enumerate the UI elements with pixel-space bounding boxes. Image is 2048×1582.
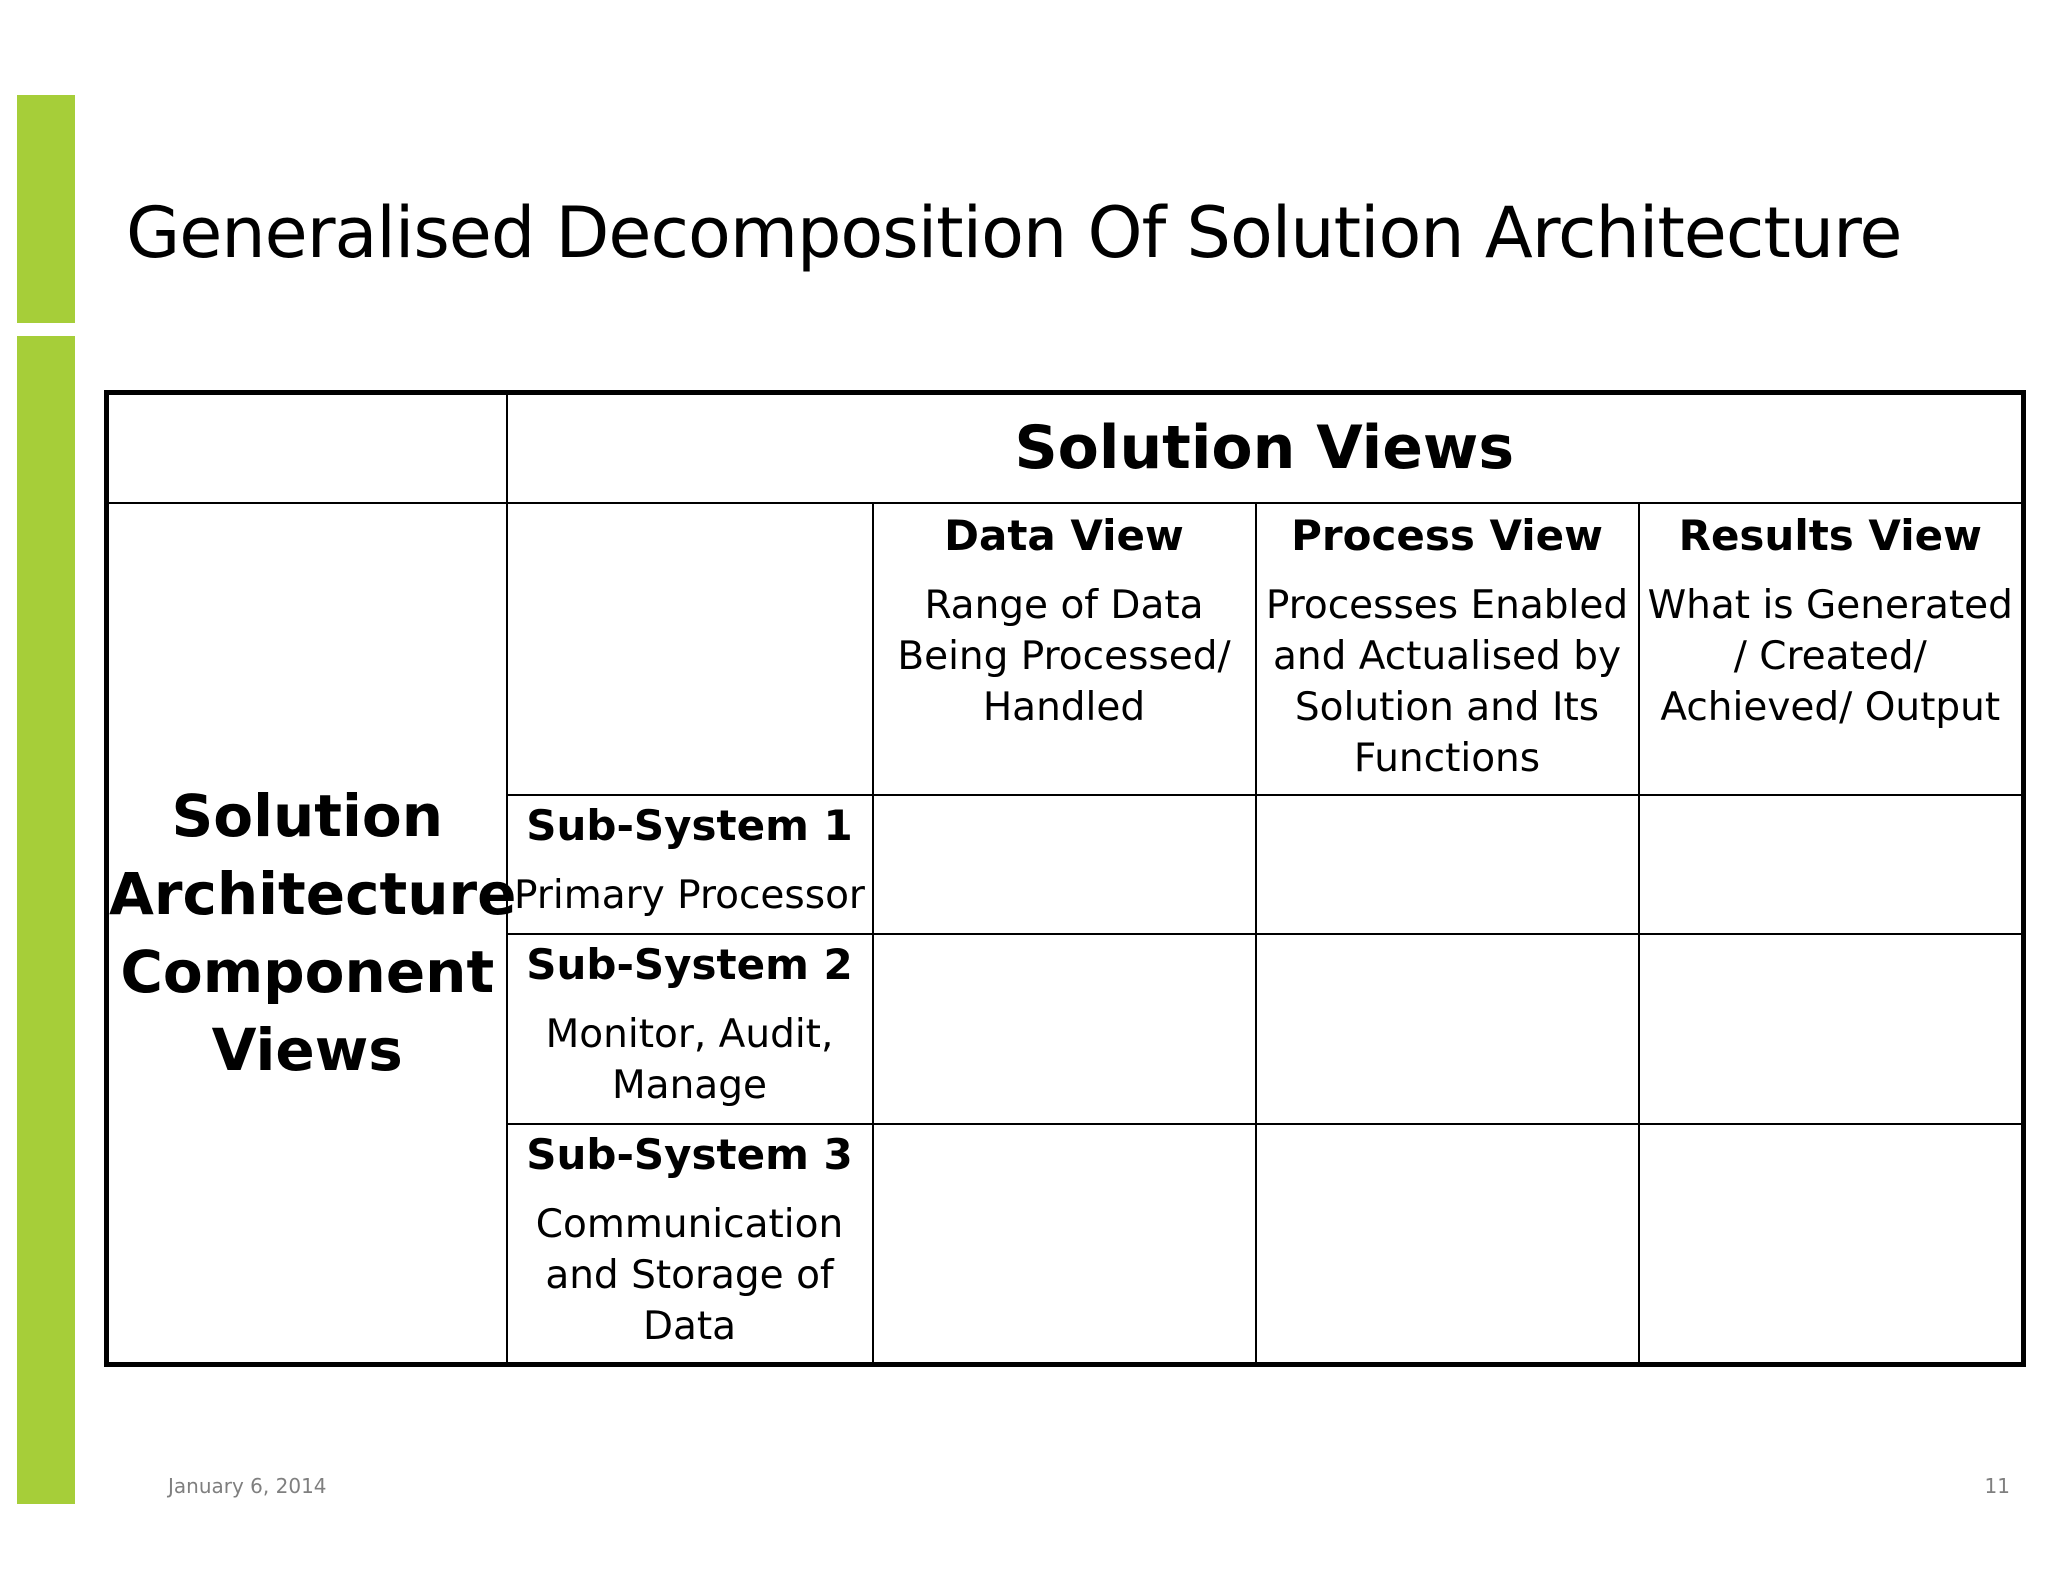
row-header-sub-system-3	[507, 1124, 873, 1365]
table-cell	[1256, 795, 1639, 933]
row-header-sub-system-1	[507, 795, 873, 933]
decomposition-table	[104, 390, 2026, 1367]
page-number: 11	[1984, 1474, 2010, 1498]
table-cell	[1639, 934, 2024, 1124]
table-cell	[1256, 934, 1639, 1124]
column-description: Range of Data Being Processed/ Handled	[897, 582, 1231, 730]
row-description: Monitor, Audit, Manage	[545, 1011, 834, 1108]
solution-views-header: Solution Views	[507, 393, 2024, 503]
row-header-sub-system-2	[507, 934, 873, 1124]
table-cell	[873, 1124, 1256, 1365]
table-cell	[1639, 1124, 2024, 1365]
column-header-process-view	[1256, 503, 1639, 796]
footer-date: January 6, 2014	[168, 1474, 327, 1498]
column-title: Process View	[1291, 510, 1603, 560]
row-title: Sub-System 3	[526, 1129, 853, 1179]
column-header-results-view	[1639, 503, 2024, 796]
table-cell	[873, 795, 1256, 933]
column-header-data-view	[873, 503, 1256, 796]
table-cell	[1639, 795, 2024, 933]
empty-corner-cell	[107, 393, 507, 503]
slide-title: Generalised Decomposition Of Solution Architecture	[126, 192, 1902, 274]
column-title: Results View	[1678, 510, 1982, 560]
component-views-header: Solution Architecture Component Views	[107, 503, 507, 1365]
accent-bar-top	[17, 95, 75, 323]
table-cell	[1256, 1124, 1639, 1365]
column-description: Processes Enabled and Actualised by Solution and Its Functions	[1265, 582, 1629, 781]
empty-label-cell	[507, 503, 873, 796]
column-description: What is Generated / Created/ Achieved/ Output	[1647, 582, 2013, 730]
column-title: Data View	[944, 510, 1184, 560]
accent-bar-bottom	[17, 336, 75, 1504]
row-description: Primary Processor	[514, 873, 865, 919]
row-title: Sub-System 2	[526, 939, 853, 989]
row-title: Sub-System 1	[526, 801, 853, 851]
table-cell	[873, 934, 1256, 1124]
row-description: Communication and Storage of Data	[535, 1201, 844, 1349]
